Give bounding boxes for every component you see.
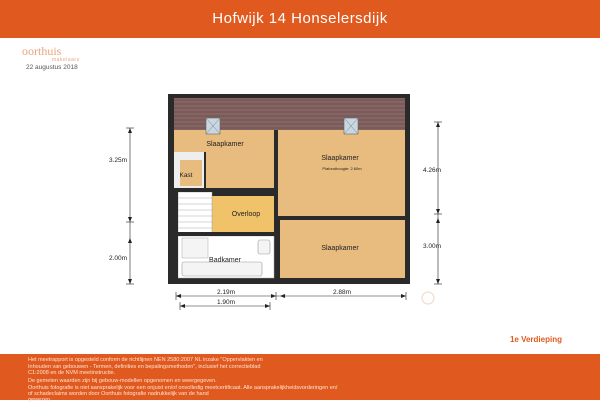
- compass-icon: [422, 292, 434, 304]
- stairs: [178, 192, 212, 234]
- wall-horizontal-left: [174, 188, 274, 192]
- wall-kast: [204, 152, 206, 188]
- label-kast: Kast: [179, 172, 193, 179]
- logo-subtitle: makelaars: [52, 57, 80, 63]
- dimension-right: [434, 122, 442, 284]
- bathtub: [182, 262, 262, 276]
- label-slaapkamer-3: Slaapkamer: [321, 245, 359, 252]
- footer-line-3: C1:2008 en de NVM meetinstructie.: [28, 370, 116, 376]
- logo-brand: oorthuis: [22, 44, 62, 58]
- label-plafondhoogte: Plafondhoogte: 2.60m: [322, 166, 362, 171]
- dim-right-top: 4.26m: [422, 167, 442, 174]
- wall-vertical-mid-lower: [276, 216, 280, 278]
- dim-bottom-right: 2.88m: [332, 289, 352, 296]
- sink: [258, 240, 270, 254]
- dimension-bottom: [176, 292, 406, 310]
- wall-stairs: [174, 192, 178, 278]
- footer-line-7: gewezen.: [28, 397, 52, 403]
- label-badkamer: Badkamer: [209, 257, 241, 264]
- wall-horizontal-bath: [178, 232, 274, 236]
- label-slaapkamer-2: Slaapkamer: [321, 155, 359, 162]
- wall-horizontal-right: [278, 216, 405, 220]
- page-title: Hofwijk 14 Honselersdijk: [212, 10, 388, 27]
- dim-bottom-left: 2.19m: [216, 289, 236, 296]
- floor-label: 1e Verdieping: [509, 335, 562, 344]
- dim-left-top: 3.25m: [108, 157, 128, 164]
- footer-line-2: Inhouden van gebouwen - Termen, definities en bepalingsmethoden", inclusief het correctieblad: [28, 363, 261, 370]
- shower: [182, 238, 208, 258]
- footer-line-1: Het meetrapport is opgesteld conform de richtlijnen NEN 2580:2007 NL inzake "Oppervlakten en: [28, 357, 263, 363]
- room-slaapkamer-1-lower: [204, 152, 274, 188]
- room-slaapkamer-2: [278, 130, 405, 216]
- footer-disclaimer: [0, 354, 600, 403]
- dim-right-bottom: 3.00m: [422, 243, 442, 250]
- dimension-left: [126, 128, 134, 284]
- label-overloop: Overloop: [231, 211, 261, 218]
- footer-line-4: De gemeten waarden zijn bij gebouw-modellen opgenomen en weergegeven.: [28, 378, 217, 384]
- footer-line-5: Oorthuis fotografie is niet aansprakelijk voor een onjuist en/of onvolledig meetcertificaat. Alle aansprakelijkheidsvorderingen en/: [28, 384, 338, 391]
- footer-line-6: of schadeclaims worden door Oorthuis fotografie nadrukkelijk van de hand: [28, 391, 209, 397]
- dim-bottom-inner: 1.90m: [216, 299, 236, 306]
- dim-left-bottom: 2.00m: [108, 255, 128, 262]
- date-label: 22 augustus 2018: [26, 64, 78, 71]
- label-slaapkamer-1: Slaapkamer: [206, 141, 244, 148]
